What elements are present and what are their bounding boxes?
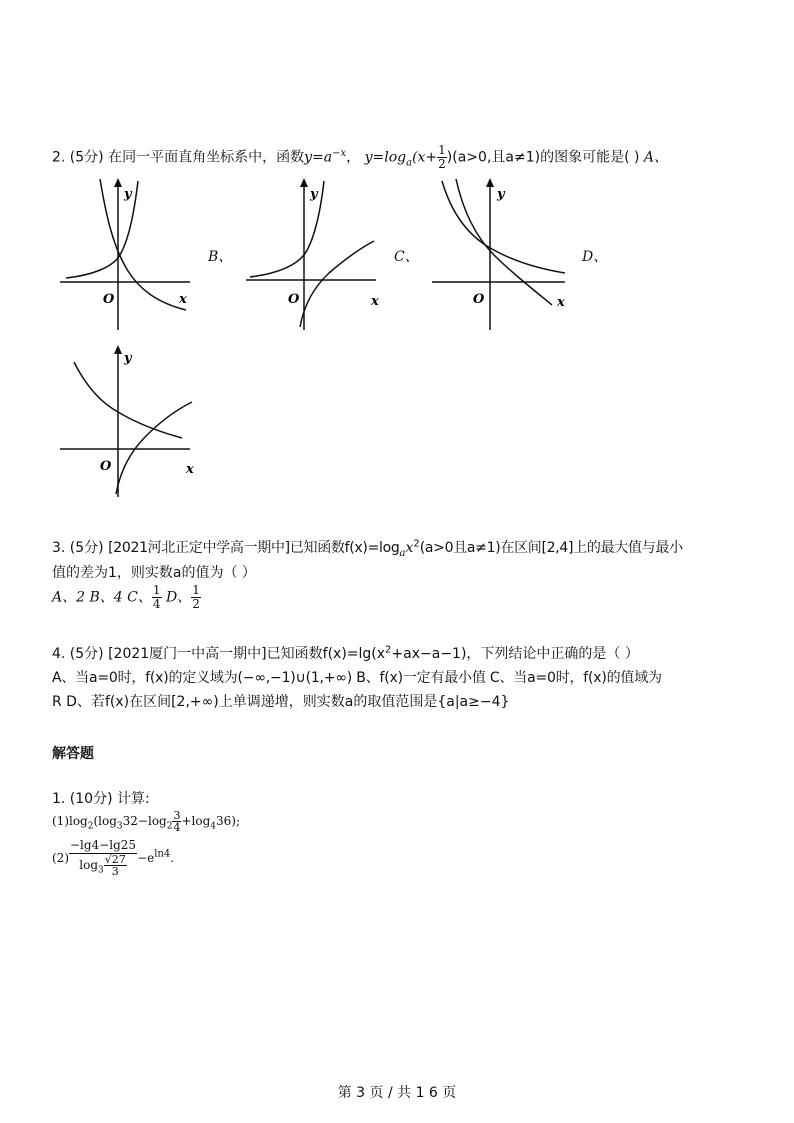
s1-p2-den-den: 3 — [111, 865, 119, 878]
s1-number: 1. (10分) — [52, 791, 113, 807]
s1-p2-den-num: √27 — [104, 853, 126, 866]
q3-sub: a — [399, 547, 406, 559]
q3-number: 3. (5分) — [52, 540, 104, 556]
s1-p1-num: 3 — [173, 809, 181, 822]
s1-p1-b: (log — [93, 814, 117, 828]
q3-option-c-den: 4 — [152, 597, 161, 611]
q3-stem-a: [2021河北正定中学高一期中]已知函数f(x)=log — [108, 540, 400, 556]
s1-heading — [52, 788, 150, 808]
q2-half-fraction — [437, 144, 447, 171]
q2-half-den: 2 — [438, 157, 446, 171]
graph-a-origin: O — [103, 292, 115, 307]
q2-option-a-label: A、 — [643, 149, 669, 166]
graph-c-x-label: x — [557, 295, 565, 310]
q3-option-b: B、4 — [89, 589, 123, 606]
q2-half-num: 1 — [438, 143, 446, 157]
graph-b-origin: O — [288, 292, 300, 307]
q3-option-d-den: 2 — [192, 597, 200, 611]
q3-option-c-num: 1 — [152, 583, 161, 597]
q2-option-b-label: B、 — [208, 249, 233, 265]
graph-b-y-arrow — [300, 178, 308, 187]
s1-part-1 — [52, 810, 240, 833]
s1-p1-den: 4 — [173, 821, 181, 834]
q2-text-line — [52, 144, 668, 171]
q3-option-c-fraction — [152, 584, 162, 611]
q3-option-c: C、 — [127, 589, 152, 606]
s1-p2-a: (2) — [52, 851, 69, 866]
q2-expr2-mid: (x+ — [412, 149, 438, 166]
q2-stem: 在同一平面直角坐标系中，函数 — [108, 149, 305, 166]
s1-p1-a: (1)log — [52, 814, 88, 828]
q4-stem-a: [2021厦门一中高一期中]已知函数f(x)=lg(x — [108, 646, 386, 662]
q3-var: x — [405, 540, 414, 556]
s1-p1-d: +log — [181, 814, 211, 828]
q3-line-2: 值的差为1，则实数a的值为（ ） — [52, 565, 256, 581]
graph-b — [244, 175, 389, 335]
q3-sup: 2 — [413, 538, 420, 550]
q3-option-d-num: 1 — [192, 583, 200, 597]
graph-a-y-arrow — [114, 178, 122, 187]
graph-b-y-label: y — [310, 187, 318, 202]
s1-p2-den-fraction — [104, 854, 127, 877]
q3-stem-c: (a>0且a≠1)在区间[2,4]上的最大值与最小 — [419, 540, 683, 556]
section-title: 解答题 — [52, 746, 94, 762]
q4-stem-b: +ax−a−1)，下列结论中正确的是（ ） — [391, 646, 639, 662]
q3-option-d: D、 — [165, 589, 192, 606]
s1-p1-sub4: 4 — [210, 821, 217, 832]
graph-c-y-label: y — [497, 187, 505, 202]
q2-option-c-label: C、 — [394, 249, 419, 265]
s1-label: 计算: — [117, 791, 150, 807]
q4-line-3: R D、若f(x)在区间[2,+∞)上单调递增，则实数a的取值范围是{a|a≥−4} — [52, 694, 510, 710]
q3-line-1 — [52, 537, 683, 559]
s1-p1-sub3: 2 — [166, 821, 173, 832]
s1-p2-den — [69, 854, 137, 878]
graph-c — [430, 175, 575, 335]
graph-c-origin: O — [473, 292, 485, 307]
q2-expr1-sup: −x — [332, 147, 347, 159]
s1-p2-den-log: log — [79, 858, 99, 872]
graph-b-x-label: x — [371, 294, 379, 309]
q2-expr2-end: )(a>0,且a≠1)的图象可能是( ) — [446, 149, 640, 166]
page-footer: 第 3 页 / 共 1 6 页 — [337, 1085, 457, 1101]
s1-p1-sub2: 3 — [116, 821, 123, 832]
s1-p1-sub1: 2 — [87, 821, 94, 832]
graph-d-y-label: y — [124, 351, 132, 366]
graph-d-y-arrow — [114, 345, 122, 354]
q2-option-d-label: D、 — [582, 249, 608, 265]
s1-p2-fraction — [69, 838, 137, 878]
q2-sep: ， — [346, 149, 361, 166]
s1-p2-num: −lg4−lg25 — [70, 838, 137, 852]
q3-option-d-fraction — [191, 584, 201, 611]
q3-option-a: A、2 — [52, 589, 86, 606]
graph-a-curve-log — [100, 179, 186, 310]
graph-a-x-label: x — [179, 292, 187, 307]
q2-number: 2. (5分) — [52, 149, 104, 166]
graph-d — [58, 342, 203, 502]
q3-options — [52, 584, 201, 611]
graph-a-y-label: y — [124, 187, 132, 202]
graph-d-curve-exp — [74, 362, 182, 438]
s1-p1-c: 32−log — [122, 814, 167, 828]
q4-sup: 2 — [385, 644, 392, 656]
graph-d-x-label: x — [186, 462, 194, 477]
q4-line-2: A、当a=0时，f(x)的定义域为(−∞,−1)∪(1,+∞) B、f(x)一定有最小值 C、当a=0时，f(x)的值域为 — [52, 670, 662, 686]
q2-expr2: y=log — [364, 149, 407, 166]
s1-p2-c: . — [170, 851, 175, 866]
graph-b-curve-log — [300, 241, 374, 327]
s1-p2-sup: ln4 — [154, 848, 171, 860]
graph-d-curve-log — [116, 402, 192, 494]
graph-d-origin: O — [100, 459, 112, 474]
graph-a — [58, 175, 198, 335]
s1-p2-b: −e — [137, 851, 155, 866]
s1-part-2 — [52, 838, 174, 878]
s1-p2-den-sub: 3 — [98, 865, 104, 876]
q4-line-1 — [52, 643, 639, 663]
q2-expr1: y=a — [304, 149, 333, 166]
q4-number: 4. (5分) — [52, 646, 104, 662]
graph-c-y-arrow — [486, 178, 494, 187]
q2-expr2-sub: a — [406, 157, 413, 169]
s1-p1-e: 36); — [216, 814, 241, 828]
